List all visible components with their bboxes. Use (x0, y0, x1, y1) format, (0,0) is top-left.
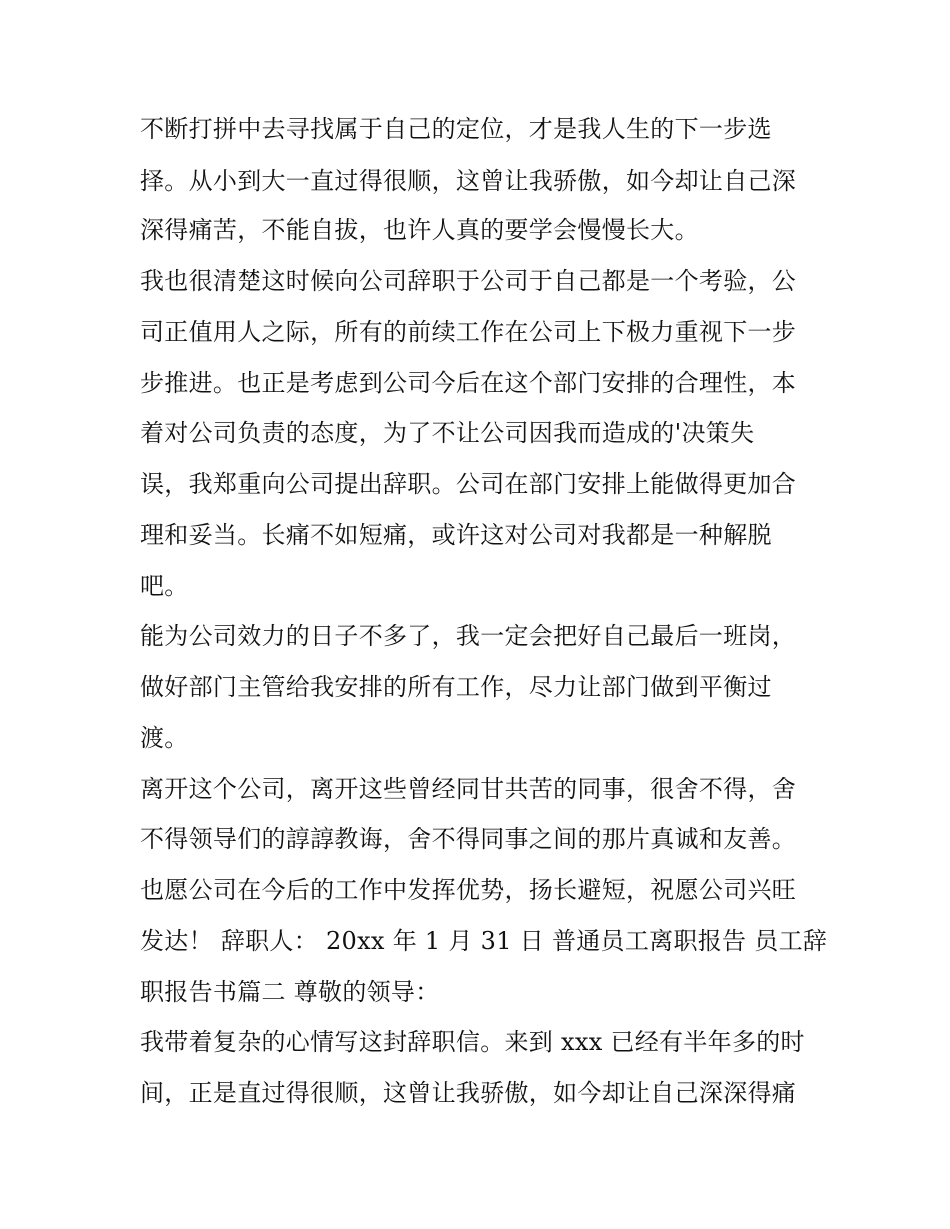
text-line: 深得痛苦，不能自拔，也许人真的要学会慢慢长大。 (140, 216, 699, 244)
text-line: 职报告书篇二 尊敬的领导： (140, 978, 440, 1006)
text-line: 渡。 (140, 724, 189, 752)
text-line: 发达！ 辞职人： 20xx 年 1 月 31 日 普通员工离职报告 员工辞 (140, 927, 828, 955)
text-line: 间，正是直过得很顺，这曾让我骄傲，如今却让自己深深得痛 (140, 1079, 797, 1107)
text-line: 也愿公司在今后的工作中发挥优势，扬长避短，祝愿公司兴旺 (140, 876, 797, 904)
text-line: 步推进。也正是考虑到公司今后在这个部门安排的合理性，本 (140, 369, 797, 397)
text-line: 理和妥当。长痛不如短痛，或许这对公司对我都是一种解脱 (140, 521, 772, 549)
text-line: 吧。 (140, 572, 189, 600)
text-line: 做好部门主管给我安排的所有工作，尽力让部门做到平衡过 (140, 673, 772, 701)
text-line: 不得领导们的諄諄教诲，舍不得同事之间的那片真诚和友善。 (140, 825, 797, 853)
text-line: 司正值用人之际，所有的前续工作在公司上下极力重视下一步 (140, 318, 797, 346)
text-line: 误，我郑重向公司提出辞职。公司在部门安排上能做得更加合 (140, 470, 797, 498)
text-line: 着对公司负责的态度，为了不让公司因我而造成的'决策失 (140, 419, 755, 447)
text-line: 我带着复杂的心情写这封辞职信。来到 xxx 已经有半年多的时 (140, 1028, 805, 1056)
text-line: 择。从小到大一直过得很顺，这曾让我骄傲，如今却让自己深 (140, 167, 797, 195)
text-line: 能为公司效力的日子不多了，我一定会把好自己最后一班岗， (140, 622, 797, 650)
text-line: 不断打拼中去寻找属于自己的定位，才是我人生的下一步选 (140, 115, 772, 143)
text-line: 离开这个公司，离开这些曾经同甘共苦的同事，很舍不得，舍 (140, 775, 797, 803)
text-line: 我也很清楚这时候向公司辞职于公司于自己都是一个考验，公 (140, 267, 797, 295)
